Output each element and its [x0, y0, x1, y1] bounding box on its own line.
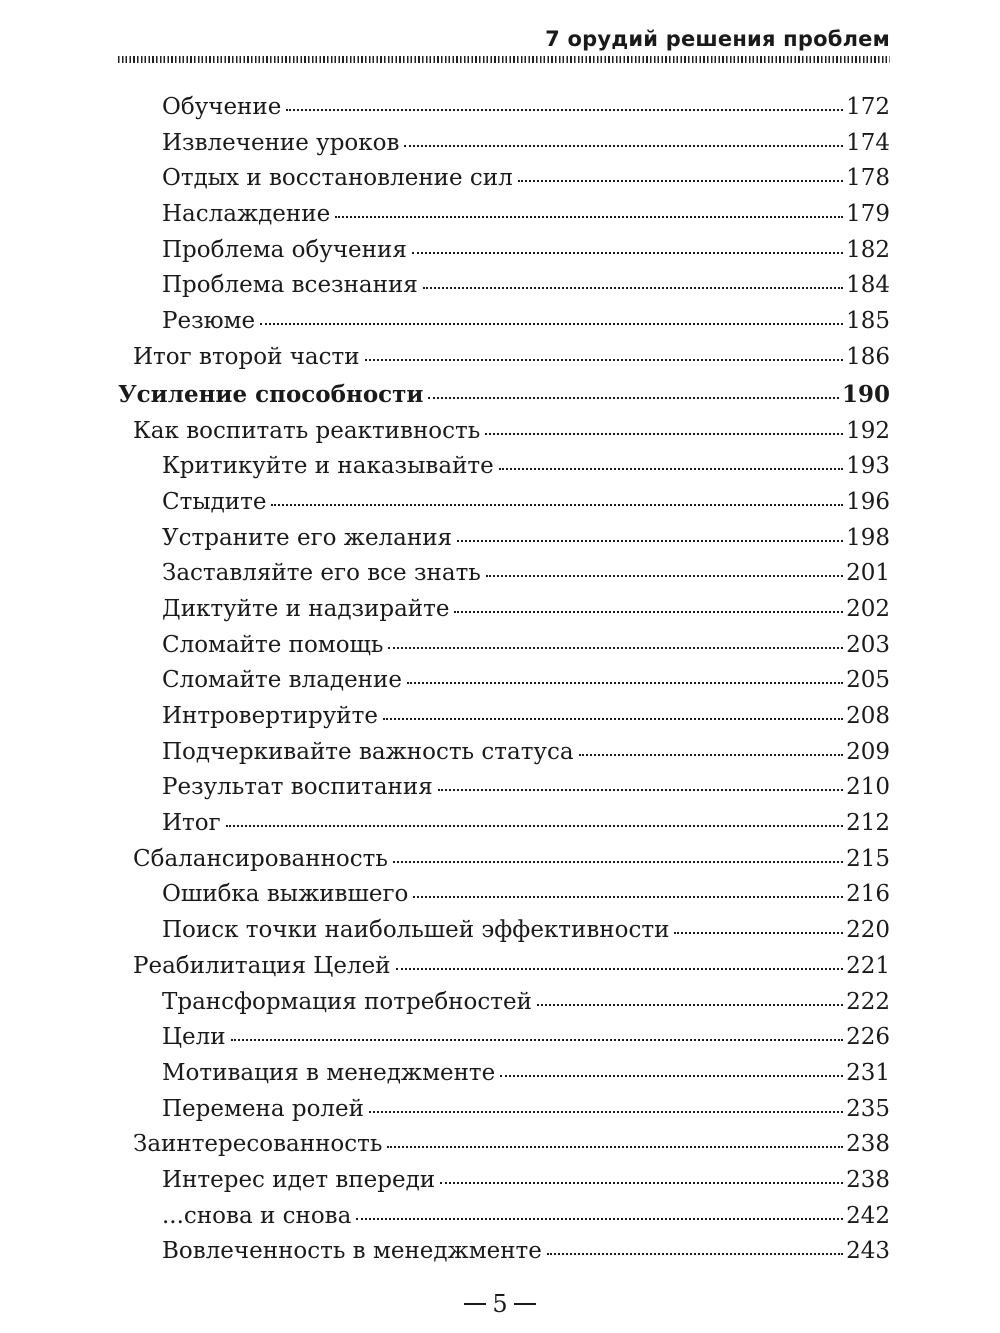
toc-entry — [118, 126, 890, 162]
dot-leader — [674, 932, 843, 934]
toc-entry-page: 196 — [846, 488, 890, 515]
dot-leader — [537, 1004, 843, 1006]
toc-entry-page: 221 — [846, 952, 890, 979]
dot-leader — [356, 1218, 843, 1220]
toc-entry-page: 201 — [846, 560, 890, 587]
dot-leader — [547, 1253, 843, 1255]
dot-leader — [579, 754, 844, 756]
dot-leader — [231, 1039, 843, 1041]
toc-entry-title: Реабилитация Целей — [133, 952, 391, 979]
toc-entry — [118, 340, 890, 376]
toc-entry-title: Сломайте помощь — [162, 631, 384, 658]
toc-entry — [118, 449, 890, 485]
toc-entry — [118, 806, 890, 842]
toc-entry-title: Интровертируйте — [162, 703, 378, 729]
dot-leader — [423, 287, 843, 289]
toc-entry — [118, 628, 890, 664]
toc-entry-page: 210 — [846, 774, 890, 801]
toc-entry-title: Извлечение уроков — [162, 129, 400, 156]
dot-leader — [438, 789, 843, 791]
dash-right — [514, 1303, 536, 1305]
dot-leader — [286, 109, 843, 111]
toc-entry-page: 193 — [846, 453, 890, 480]
dot-leader — [393, 861, 843, 863]
dot-leader — [388, 647, 843, 649]
dot-leader — [260, 323, 843, 325]
toc-entry — [118, 161, 890, 197]
toc-entry-page: 192 — [846, 417, 890, 444]
toc-entry-page: 215 — [846, 845, 890, 872]
toc-entry-title: Перемена ролей — [162, 1095, 364, 1122]
toc-entry — [118, 877, 890, 913]
table-of-contents — [118, 90, 890, 1270]
toc-entry-page: 182 — [846, 236, 890, 263]
toc-entry-title: Проблема всезнания — [162, 272, 418, 299]
toc-section-heading — [118, 376, 890, 414]
toc-entry-page: 231 — [846, 1059, 890, 1086]
toc-entry-title: Трансформация потребностей — [162, 988, 532, 1015]
toc-entry — [118, 1199, 890, 1235]
dot-leader — [383, 718, 843, 720]
toc-entry — [118, 842, 890, 878]
toc-entry-page: 184 — [846, 272, 890, 299]
header-rule — [118, 56, 890, 63]
toc-entry-page: 203 — [846, 631, 890, 658]
toc-entry-title: Обучение — [162, 94, 282, 120]
running-header: 7 орудий решения проблем — [545, 27, 890, 51]
dot-leader — [271, 504, 843, 506]
dot-leader — [369, 1111, 843, 1113]
toc-entry — [118, 304, 890, 340]
toc-entry-title: Итог второй части — [133, 343, 360, 370]
toc-entry — [118, 985, 890, 1021]
toc-entry-title: Результат воспитания — [162, 774, 433, 801]
toc-entry-title: Наслаждение — [162, 201, 331, 228]
toc-entry-page: 179 — [846, 201, 890, 228]
toc-entry-title: Как воспитать реактивность — [133, 417, 481, 444]
toc-entry — [118, 1020, 890, 1056]
toc-entry — [118, 770, 890, 806]
toc-entry-title: Устраните его желания — [162, 524, 453, 551]
toc-entry-page: 186 — [846, 343, 890, 370]
dot-leader — [404, 145, 843, 147]
dot-leader — [485, 433, 843, 435]
toc-entry-page: 208 — [846, 703, 890, 729]
dot-leader — [396, 968, 844, 970]
toc-entry-page: 190 — [841, 380, 890, 408]
toc-entry — [118, 1163, 890, 1199]
dot-leader — [518, 180, 843, 182]
toc-entry — [118, 197, 890, 233]
toc-entry — [118, 556, 890, 592]
toc-entry-title: Диктуйте и надзирайте — [162, 595, 450, 622]
dot-leader — [407, 682, 843, 684]
toc-entry-page: 202 — [846, 595, 890, 622]
toc-entry — [118, 1056, 890, 1092]
toc-entry-title: Сломайте владение — [162, 667, 402, 694]
toc-entry-title: Интерес идет впереди — [162, 1166, 436, 1193]
toc-entry-title: Вовлеченность в менеджменте — [162, 1238, 542, 1265]
dot-leader — [413, 896, 843, 898]
toc-entry-title: Критикуйте и наказывайте — [162, 453, 494, 480]
toc-entry-title: Заинтересованность — [133, 1131, 383, 1158]
toc-entry-title: Подчеркивайте важность статуса — [162, 738, 574, 765]
dot-leader — [500, 1075, 843, 1077]
toc-entry-title: ...снова и снова — [162, 1202, 352, 1229]
dot-leader — [365, 359, 844, 361]
toc-entry-page: 243 — [846, 1238, 890, 1265]
toc-entry — [118, 949, 890, 985]
toc-entry-title: Проблема обучения — [162, 236, 407, 263]
dash-left — [464, 1303, 486, 1305]
dot-leader — [499, 468, 843, 470]
toc-entry-page: 212 — [846, 810, 890, 837]
toc-entry — [118, 90, 890, 126]
toc-entry-page: 222 — [846, 988, 890, 1015]
dot-leader — [428, 397, 839, 399]
toc-entry — [118, 699, 890, 735]
toc-entry-page: 238 — [846, 1131, 890, 1158]
toc-entry-title: Итог — [162, 810, 221, 837]
toc-entry-title: Сбалансированность — [133, 845, 388, 872]
toc-entry-title: Ошибка выжившего — [162, 881, 409, 908]
toc-entry — [118, 735, 890, 771]
toc-entry — [118, 1092, 890, 1128]
dot-leader — [440, 1182, 843, 1184]
dot-leader — [335, 216, 843, 218]
toc-entry — [118, 1127, 890, 1163]
toc-entry — [118, 663, 890, 699]
toc-entry-page: 220 — [846, 917, 890, 944]
toc-entry-title: Стыдите — [162, 488, 267, 515]
toc-entry-page: 185 — [846, 308, 890, 335]
toc-entry — [118, 268, 890, 304]
toc-entry-page: 242 — [846, 1202, 890, 1229]
toc-entry-page: 205 — [846, 667, 890, 694]
toc-entry-page: 174 — [846, 129, 890, 156]
toc-entry-title: Заставляйте его все знать — [162, 560, 481, 587]
toc-entry-title: Усиление способности — [118, 380, 424, 408]
toc-entry — [118, 521, 890, 557]
toc-entry — [118, 913, 890, 949]
toc-entry-page: 172 — [846, 94, 890, 120]
dot-leader — [486, 575, 843, 577]
toc-entry — [118, 233, 890, 269]
dot-leader — [457, 540, 843, 542]
toc-entry-page: 238 — [846, 1166, 890, 1193]
toc-entry-title: Мотивация в менеджменте — [162, 1059, 496, 1086]
toc-entry-title: Резюме — [162, 308, 256, 335]
toc-entry — [118, 1234, 890, 1270]
page-number: 5 — [492, 1290, 508, 1318]
toc-entry-page: 216 — [846, 881, 890, 908]
toc-entry — [118, 414, 890, 450]
dot-leader — [412, 252, 843, 254]
page-footer — [0, 1290, 1000, 1318]
toc-entry-title: Поиск точки наибольшей эффективности — [162, 917, 670, 944]
toc-entry-page: 226 — [846, 1024, 890, 1051]
toc-entry — [118, 592, 890, 628]
toc-entry-title: Цели — [162, 1024, 226, 1051]
toc-entry-page: 198 — [846, 524, 890, 551]
toc-entry-page: 235 — [846, 1095, 890, 1122]
toc-entry-page: 178 — [846, 165, 890, 192]
toc-entry-page: 209 — [846, 738, 890, 765]
dot-leader — [387, 1146, 843, 1148]
dot-leader — [454, 611, 843, 613]
dot-leader — [226, 825, 843, 827]
toc-entry-title: Отдых и восстановление сил — [162, 165, 513, 192]
toc-entry — [118, 485, 890, 521]
